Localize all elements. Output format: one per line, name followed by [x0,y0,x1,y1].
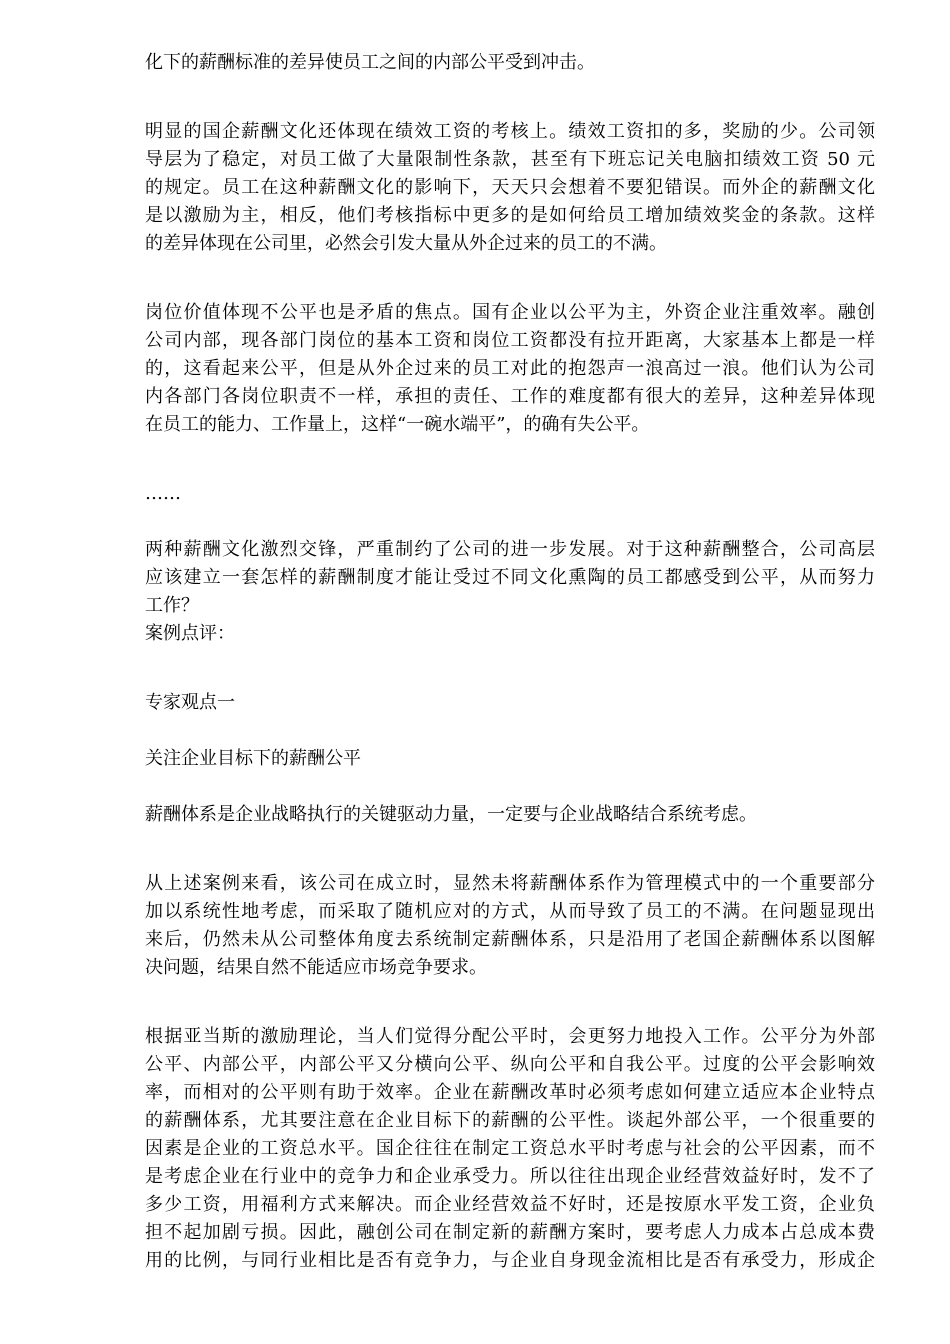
ellipsis-line: …… [145,483,181,504]
text-line: 决问题，结果自然不能适应市场竞争要求。 [145,957,487,978]
text-line: 来后，仍然未从公司整体角度去系统制定薪酬体系，只是沿用了老国企薪酬体系以图解 [145,929,875,950]
text-line: 公平、内部公平，内部公平又分横向公平、纵向公平和自我公平。过度的公平会影响效 [145,1054,875,1075]
text-line: 薪酬体系是企业战略执行的关键驱动力量，一定要与企业战略结合系统考虑。 [145,804,757,825]
text-line: 明显的国企薪酬文化还体现在绩效工资的考核上。绩效工资扣的多，奖励的少。公司领 [145,121,875,142]
text-line: 是考虑企业在行业中的竞争力和企业承受力。所以往往出现企业经营效益好时，发不了 [145,1166,875,1187]
paragraph [145,1023,875,1275]
text-line: 的规定。员工在这种薪酬文化的影响下，天天只会想着不要犯错误。而外企的薪酬文化 [145,177,875,198]
text-line: 两种薪酬文化激烈交锋，严重制约了公司的进一步发展。对于这种薪酬整合，公司高层 [145,539,875,560]
text-line: 导层为了稳定，对员工做了大量限制性条款，甚至有下班忘记关电脑扣绩效工资 50 元 [145,149,875,170]
text-line: 是以激励为主，相反，他们考核指标中更多的是如何给员工增加绩效奖金的条款。这样 [145,205,875,226]
text-line: 率，而相对的公平则有助于效率。企业在薪酬改革时必须考虑如何建立适应本企业特点 [145,1082,875,1103]
paragraph [145,745,875,773]
text-line: 根据亚当斯的激励理论，当人们觉得分配公平时，会更努力地投入工作。公平分为外部 [145,1026,875,1047]
text-line: 公司内部，现各部门岗位的基本工资和岗位工资都没有拉开距离，大家基本上都是一样 [145,330,875,351]
section-subheading: 关注企业目标下的薪酬公平 [145,748,361,769]
text-line: 应该建立一套怎样的薪酬制度才能让受过不同文化熏陶的员工都感受到公平，从而努力 [145,567,875,588]
text-line: 岗位价值体现不公平也是矛盾的焦点。国有企业以公平为主，外资企业注重效率。融创 [145,302,875,323]
document-page [145,0,875,1275]
text-line: 从上述案例来看，该公司在成立时，显然未将薪酬体系作为管理模式中的一个重要部分 [145,873,875,894]
text-line: 加以系统性地考虑，而采取了随机应对的方式，从而导致了员工的不满。在问题显现出 [145,901,875,922]
paragraph [145,689,875,717]
text-line: 案例点评： [145,623,235,644]
text-line: 用的比例，与同行业相比是否有竞争力，与企业自身现金流相比是否有承受力，形成企 [145,1250,875,1271]
text-line: 担不起加剧亏损。因此，融创公司在制定新的薪酬方案时，要考虑人力成本占总成本费 [145,1222,875,1243]
paragraph [145,480,875,508]
text-line: 的差异体现在公司里，必然会引发大量从外企过来的员工的不满。 [145,233,667,254]
text-line: 内各部门各岗位职责不一样，承担的责任、工作的难度都有很大的差异，这种差异体现 [145,386,875,407]
paragraph [145,870,875,982]
section-heading: 专家观点一 [145,692,235,713]
text-line: 因素是企业的工资总水平。国企往往在制定工资总水平时考虑与社会的公平因素，而不 [145,1138,875,1159]
text-line: 化下的薪酬标准的差异使员工之间的内部公平受到冲击。 [145,52,595,73]
text-line: 在员工的能力、工作量上，这样“一碗水端平”，的确有失公平。 [145,414,650,435]
paragraph [145,801,875,829]
paragraph [145,49,875,77]
text-line: 的，这看起来公平，但是从外企过来的员工对此的抱怨声一浪高过一浪。他们认为公司 [145,358,875,379]
paragraph [145,536,875,648]
paragraph [145,118,875,258]
text-line: 的薪酬体系，尤其要注意在企业目标下的薪酬的公平性。谈起外部公平，一个很重要的 [145,1110,875,1131]
text-line: 工作？ [145,595,199,616]
paragraph [145,299,875,439]
text-line: 多少工资，用福利方式来解决。而企业经营效益不好时，还是按原水平发工资，企业负 [145,1194,875,1215]
